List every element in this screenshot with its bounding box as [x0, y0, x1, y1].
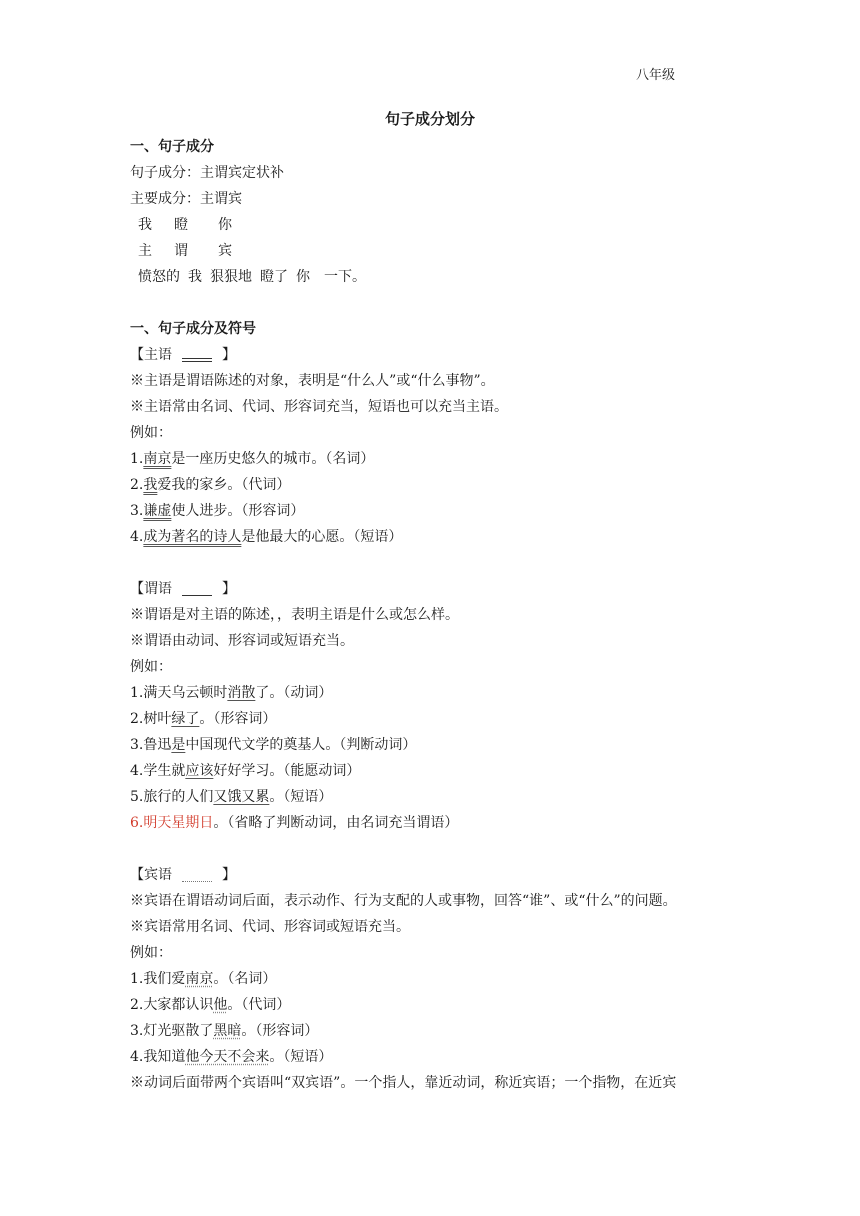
text-line: ※主语常由名词、代词、形容词充当，短语也可以充当主语。: [130, 399, 508, 415]
example-line: 3.谦虚使人进步。（形容词）: [130, 503, 305, 519]
text-line: ※主语是谓语陈述的对象，表明是“什么人”或“什么事物”。: [130, 373, 495, 389]
example-row: [130, 238, 770, 264]
word: 瞪了: [260, 269, 288, 285]
word: 狠狠地: [210, 269, 252, 285]
word: 宾: [218, 243, 232, 259]
word: 你: [218, 217, 232, 233]
word: 一下。: [324, 269, 366, 285]
text-line: 例如：: [130, 425, 172, 441]
text-line: 例如：: [130, 945, 172, 961]
example-line: 1.我们爱南京。（名词）: [130, 971, 277, 987]
text-line: 主要成分：主谓宾: [130, 191, 242, 207]
word: 主: [138, 243, 152, 259]
word: 你: [296, 269, 310, 285]
predicate-heading: 【谓语 】: [130, 581, 236, 597]
double-underline-symbol: [182, 348, 212, 362]
word: 我: [188, 269, 202, 285]
example-row: [130, 212, 770, 238]
example-line: 2.树叶绿了。（形容词）: [130, 711, 277, 727]
object-heading: 【宾语 】: [130, 867, 236, 883]
example-line: 2.我爱我的家乡。（代词）: [130, 477, 291, 493]
example-line: 1.满天乌云顿时消散了。（动词）: [130, 685, 333, 701]
example-line: 6.明天星期日。（省略了判断动词，由名词充当谓语）: [130, 815, 459, 831]
section-heading: 一、句子成分及符号: [130, 321, 256, 337]
example-line: 3.灯光驱散了黑暗。（形容词）: [130, 1023, 319, 1039]
example-line: 4.成为著名的诗人是他最大的心愿。（短语）: [130, 529, 403, 545]
example-line: 2.大家都认识他。（代词）: [130, 997, 291, 1013]
word: 愤怒的: [138, 269, 180, 285]
document-body: [130, 134, 770, 1096]
example-line: 4.学生就应该好好学习。（能愿动词）: [130, 763, 361, 779]
example-row: [130, 264, 770, 290]
text-line: 句子成分：主谓宾定状补: [130, 165, 284, 181]
wavy-underline-symbol: [182, 868, 212, 882]
text-line: ※宾语常用名词、代词、形容词或短语充当。: [130, 919, 410, 935]
example-line: 1.南京是一座历史悠久的城市。（名词）: [130, 451, 375, 467]
example-line: 3.鲁迅是中国现代文学的奠基人。（判断动词）: [130, 737, 417, 753]
text-line: ※宾语在谓语动词后面，表示动作、行为支配的人或事物，回答“谁”、或“什么”的问题。: [130, 893, 677, 909]
subject-heading: 【主语 】: [130, 347, 236, 363]
example-line: 4.我知道他今天不会来。（短语）: [130, 1049, 333, 1065]
text-line: 例如：: [130, 659, 172, 675]
section-heading: 一、句子成分: [130, 139, 214, 155]
single-underline-symbol: [182, 582, 212, 596]
word: 我: [138, 217, 152, 233]
page-title: 句子成分划分: [384, 110, 475, 128]
text-line: ※谓语是对主语的陈述，，表明主语是什么或怎么样。: [130, 607, 459, 623]
word: 瞪: [174, 217, 188, 233]
text-line: ※谓语由动词、形容词或短语充当。: [130, 633, 354, 649]
example-line: 5.旅行的人们又饿又累。（短语）: [130, 789, 333, 805]
text-line: ※动词后面带两个宾语叫“双宾语”。一个指人，靠近动词，称近宾语；一个指物，在近宾: [130, 1075, 677, 1091]
grade-label: 八年级: [636, 68, 676, 83]
word: 谓: [174, 243, 188, 259]
